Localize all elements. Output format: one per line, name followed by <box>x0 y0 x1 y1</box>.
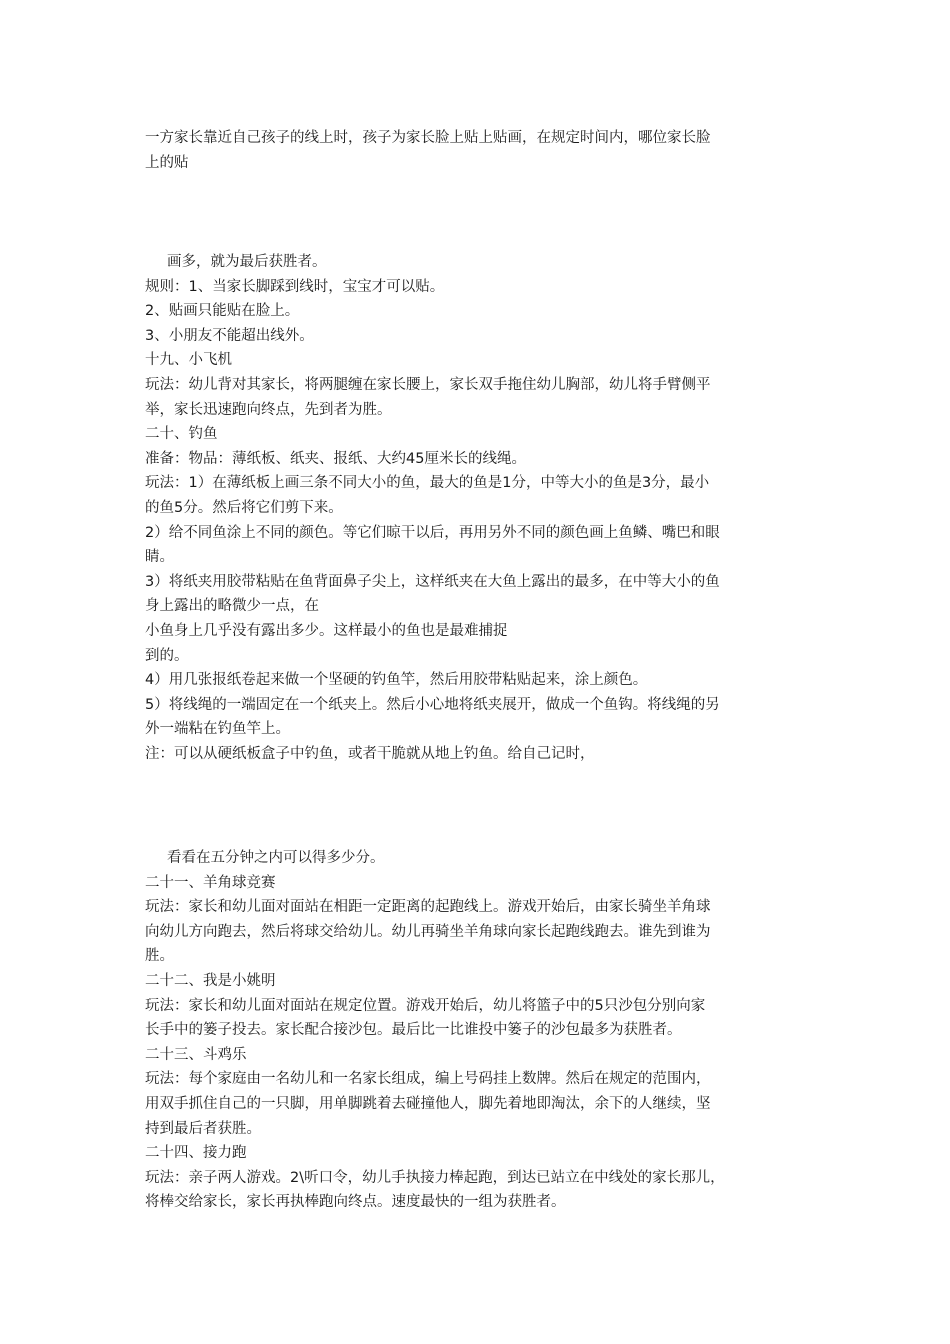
text-line: 4）用几张报纸卷起来做一个坚硬的钓鱼竿，然后用胶带粘贴起来，涂上颜色。 <box>145 672 648 689</box>
section-heading: 十九、小飞机 <box>145 352 232 369</box>
text-line: 玩法：家长和幼儿面对面站在规定位置。游戏开始后，幼儿将篮子中的5只沙包分别向家 <box>145 997 706 1014</box>
text-block-1 <box>145 126 810 175</box>
text-line: 睛。 <box>145 549 174 566</box>
text-line: 外一端粘在钓鱼竿上。 <box>145 721 290 738</box>
text-line: 持到最后者获胜。 <box>145 1120 261 1137</box>
text-line: 长手中的篓子投去。家长配合接沙包。最后比一比谁投中篓子的沙包最多为获胜者。 <box>145 1022 682 1039</box>
text-line: 玩法：亲子两人游戏。2\听口令，幼儿手执接力棒起跑，到达已站立在中线处的家长那儿， <box>145 1169 725 1186</box>
text-line: 玩法：1）在薄纸板上画三条不同大小的鱼，最大的鱼是1分，中等大小的鱼是3分，最小 <box>145 475 710 492</box>
text-line: 2、贴画只能贴在脸上。 <box>145 303 300 320</box>
text-line: 用双手抓住自己的一只脚，用单脚跳着去碰撞他人，脚先着地即淘汰，余下的人继续，坚 <box>145 1095 711 1112</box>
text-line: 向幼儿方向跑去，然后将球交给幼儿。幼儿再骑坐羊角球向家长起跑线跑去。谁先到谁为 <box>145 923 711 940</box>
section-heading: 二十、钓鱼 <box>145 426 218 443</box>
text-line: 举，家长迅速跑向终点，先到者为胜。 <box>145 401 392 418</box>
text-line: 玩法：家长和幼儿面对面站在相距一定距离的起跑线上。游戏开始后，由家长骑坐羊角球 <box>145 899 711 916</box>
text-line: 上的贴 <box>145 154 189 171</box>
text-line: 3、小朋友不能超出线外。 <box>145 327 314 344</box>
text-line: 将棒交给家长，家长再执棒跑向终点。速度最快的一组为获胜者。 <box>145 1194 566 1211</box>
text-line: 的鱼5分。然后将它们剪下来。 <box>145 499 343 516</box>
text-block-3 <box>145 846 810 1215</box>
section-heading: 二十一、羊角球竞赛 <box>145 874 276 891</box>
section-heading: 二十三、斗鸡乐 <box>145 1046 247 1063</box>
text-line: 注：可以从硬纸板盒子中钓鱼，或者干脆就从地上钓鱼。给自己记时， <box>145 745 595 762</box>
text-line: 5）将线绳的一端固定在一个纸夹上。然后小心地将纸夹展开，做成一个鱼钩。将线绳的另 <box>145 696 720 713</box>
text-line: 玩法：幼儿背对其家长，将两腿缠在家长腰上，家长双手拖住幼儿胸部，幼儿将手臂侧平 <box>145 376 711 393</box>
text-line: 一方家长靠近自己孩子的线上时，孩子为家长脸上贴上贴画，在规定时间内，哪位家长脸 <box>145 130 711 146</box>
section-heading: 二十二、我是小姚明 <box>145 972 276 989</box>
text-line: 玩法：每个家庭由一名幼儿和一名家长组成，编上号码挂上数牌。然后在规定的范围内， <box>145 1071 711 1088</box>
text-line: 看看在五分钟之内可以得多少分。 <box>167 850 385 866</box>
text-line: 准备：物品：薄纸板、纸夹、报纸、大约45厘米长的线绳。 <box>145 450 526 467</box>
text-line: 画多，就为最后获胜者。 <box>167 254 327 270</box>
text-line: 身上露出的略微少一点，在 <box>145 598 319 615</box>
text-line: 胜。 <box>145 948 174 965</box>
text-line: 2）给不同鱼涂上不同的颜色。等它们晾干以后，再用另外不同的颜色画上鱼鳞、嘴巴和眼 <box>145 524 720 541</box>
text-line: 规则：1、当家长脚踩到线时，宝宝才可以贴。 <box>145 278 445 295</box>
text-line: 到的。 <box>145 647 189 664</box>
text-line: 3）将纸夹用胶带粘贴在鱼背面鼻子尖上，这样纸夹在大鱼上露出的最多，在中等大小的鱼 <box>145 573 720 590</box>
section-heading: 二十四、接力跑 <box>145 1145 247 1162</box>
text-line: 小鱼身上几乎没有露出多少。这样最小的鱼也是最难捕捉 <box>145 622 508 639</box>
text-block-2 <box>145 250 810 766</box>
